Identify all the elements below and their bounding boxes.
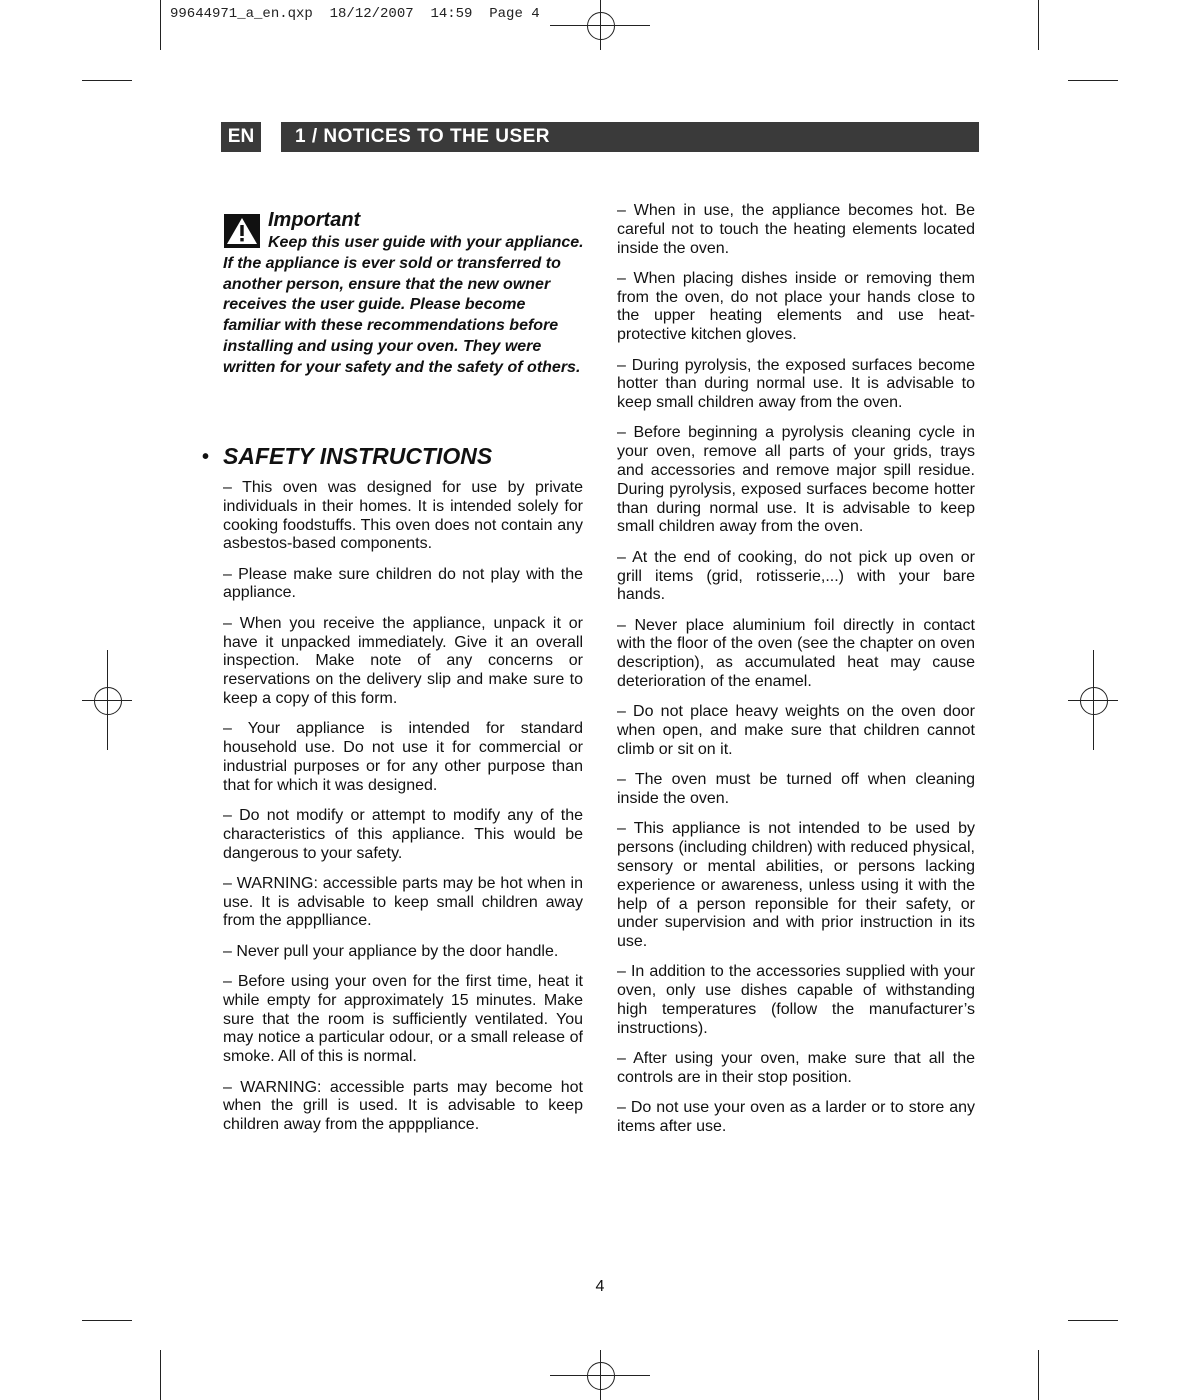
paragraph: – During pyrolysis, the exposed surfaces become hotter than during normal use. It is advisable to keep small children away from the oven. bbox=[617, 356, 975, 412]
crop-mark bbox=[82, 1320, 132, 1321]
section-bullet: • bbox=[202, 446, 210, 468]
crop-mark bbox=[1068, 1320, 1118, 1321]
important-body: Keep this user guide with your appliance. If the appliance is ever sold or transferred to another person, ensure that the new owner receives the user guide. Please become familiar with these recommendations before installing and using your oven. They were written for your safety and the safety of others. bbox=[223, 234, 584, 376]
left-column bbox=[223, 479, 583, 1146]
paragraph: – Do not use your oven as a larder or to store any items after use. bbox=[617, 1099, 975, 1135]
section-heading: SAFETY INSTRUCTIONS bbox=[223, 443, 493, 469]
crop-mark bbox=[160, 0, 161, 50]
paragraph: – After using your oven, make sure that all the controls are in their stop position. bbox=[617, 1050, 975, 1086]
paragraph: – Never place aluminium foil directly in contact with the floor of the oven (see the chapter on oven description), as accumulated heat may cause deterioration of the enamel. bbox=[617, 616, 975, 691]
right-column bbox=[617, 202, 975, 1148]
registration-line bbox=[600, 1350, 601, 1400]
language-badge: EN bbox=[221, 122, 261, 152]
important-title: Important bbox=[268, 209, 361, 231]
registration-line bbox=[107, 650, 108, 750]
page-number: 4 bbox=[595, 1278, 605, 1295]
paragraph: – In addition to the accessories supplied with your oven, only use dishes capable of withstanding high temperatures (follow the manufacturer’s instructions). bbox=[617, 963, 975, 1037]
paragraph: – At the end of cooking, do not pick up oven or grill items (grid, rotisserie,...) with your bare hands. bbox=[617, 548, 975, 604]
crop-mark bbox=[160, 1350, 161, 1400]
paragraph: – This oven was designed for use by private individuals in their homes. It is intended solely for cooking foodstuffs. This oven does not contain any asbestos-based components. bbox=[223, 479, 583, 553]
print-slug: 99644971_a_en.qxp 18/12/2007 14:59 Page 4 bbox=[170, 6, 540, 22]
paragraph: – WARNING: accessible parts may become hot when the grill is used. It is advisable to keep children away from the appppliance. bbox=[223, 1078, 583, 1134]
paragraph: – This appliance is not intended to be used by persons (including children) with reduced physical, sensory or mental abilities, or persons lacking experience or awareness, unless using it with the help of a person reponsible for their safety, or under supervision and with prior instruction in its use. bbox=[617, 820, 975, 951]
registration-line bbox=[600, 0, 601, 50]
paragraph: – Never pull your appliance by the door handle. bbox=[223, 942, 559, 960]
paragraph: – Please make sure children do not play with the appliance. bbox=[223, 565, 583, 602]
crop-mark bbox=[1038, 1350, 1039, 1400]
crop-mark bbox=[82, 80, 132, 81]
paragraph: – WARNING: accessible parts may be hot when in use. It is advisable to keep small children away from the appplliance. bbox=[223, 874, 583, 930]
paragraph: – Do not place heavy weights on the oven door when open, and make sure that children cannot climb or sit on it. bbox=[617, 703, 975, 758]
paragraph: – When you receive the appliance, unpack it or have it unpacked immediately. Give it an overall inspection. Make note of any concerns or reservations on the delivery slip and make sure to keep a copy of this form. bbox=[223, 614, 583, 707]
paragraph: – The oven must be turned off when cleaning inside the oven. bbox=[617, 771, 975, 808]
paragraph: – Before using your oven for the first time, heat it while empty for approximately 15 minutes. Make sure that the room is sufficiently ventilated. You may notice a particular odour, or a small release of smoke. All of this is normal. bbox=[223, 973, 583, 1066]
paragraph: – When placing dishes inside or removing them from the oven, do not place your hands close to the upper heating elements and use heat-protective kitchen gloves. bbox=[617, 269, 975, 344]
registration-line bbox=[1093, 650, 1094, 750]
paragraph: – Your appliance is intended for standard household use. Do not use it for commercial or industrial purposes or for any other purpose than that for which it was designed. bbox=[223, 720, 583, 794]
crop-mark bbox=[1038, 0, 1039, 50]
crop-mark bbox=[1068, 80, 1118, 81]
paragraph: – Before beginning a pyrolysis cleaning cycle in your oven, remove all parts of your grids, trays and accessories and remove major spill residue. During pyrolysis, exposed surfaces become hotter than during normal use. It is advisable to keep small children away from the oven. bbox=[617, 424, 975, 536]
paragraph: – Do not modify or attempt to modify any of the characteristics of this appliance. This would be dangerous to your safety. bbox=[223, 806, 583, 862]
chapter-title: 1 / NOTICES TO THE USER bbox=[281, 122, 979, 152]
paragraph: – When in use, the appliance becomes hot. Be careful not to touch the heating elements located inside the oven. bbox=[617, 202, 975, 257]
